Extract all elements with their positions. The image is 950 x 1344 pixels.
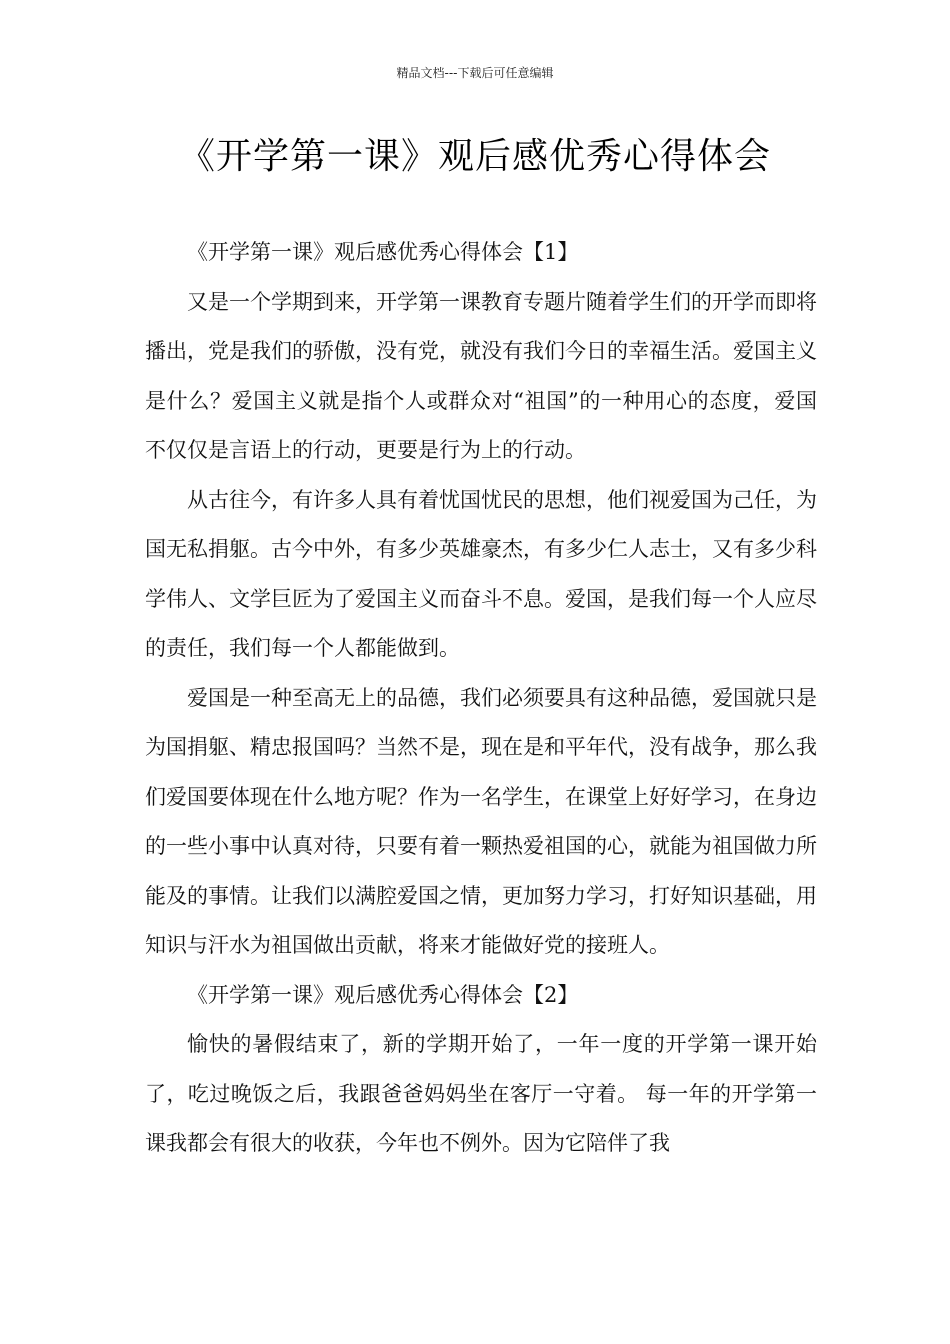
document-title: 《开学第一课》观后感优秀心得体会 [178, 136, 771, 177]
paragraph: 又是一个学期到来，开学第一课教育专题片随着学生们的开学而即将播出，党是我们的骄傲，没有党，就没有我们今日的幸福生活。爱国主义是什么？爱国主义就是指个人或群众对“祖国”的一种用心的态度，爱国不仅仅是言语上的行动，更要是行为上的行动。 [145, 289, 817, 462]
section-heading: 《开学第一课》观后感优秀心得体会【1】 [187, 240, 579, 264]
section-heading: 《开学第一课》观后感优秀心得体会【2】 [187, 982, 579, 1007]
paragraph: 愉快的暑假结束了，新的学期开始了，一年一度的开学第一课开始了，吃过晚饭之后，我跟爸爸妈妈坐在客厅一守着。 每一年的开学第一课我都会有很大的收获，今年也不例外。因为它陪伴了我 [145, 1032, 817, 1155]
document-body [145, 228, 817, 1169]
header-note: 精品文档---下载后可任意编辑 [396, 66, 554, 80]
paragraph: 爱国是一种至高无上的品德，我们必须要具有这种品德，爱国就只是为国捐躯、精忠报国吗？当然不是，现在是和平年代，没有战争，那么我们爱国要体现在什么地方呢？作为一名学生，在课堂上好好学习，在身边的一些小事中认真对待，只要有着一颗热爱祖国的心，就能为祖国做力所能及的事情。让我们以满腔爱国之情，更加努力学习，打好知识基础，用知识与汗水为祖国做出贡献，将来才能做好党的接班人。 [145, 685, 817, 957]
paragraph: 从古往今，有许多人具有着忧国忧民的思想，他们视爱国为己任，为国无私捐躯。古今中外，有多少英雄豪杰，有多少仁人志士，又有多少科学伟人、文学巨匠为了爱国主义而奋斗不息。爱国，是我们每一个人应尽的责任，我们每一个人都能做到。 [145, 487, 817, 660]
